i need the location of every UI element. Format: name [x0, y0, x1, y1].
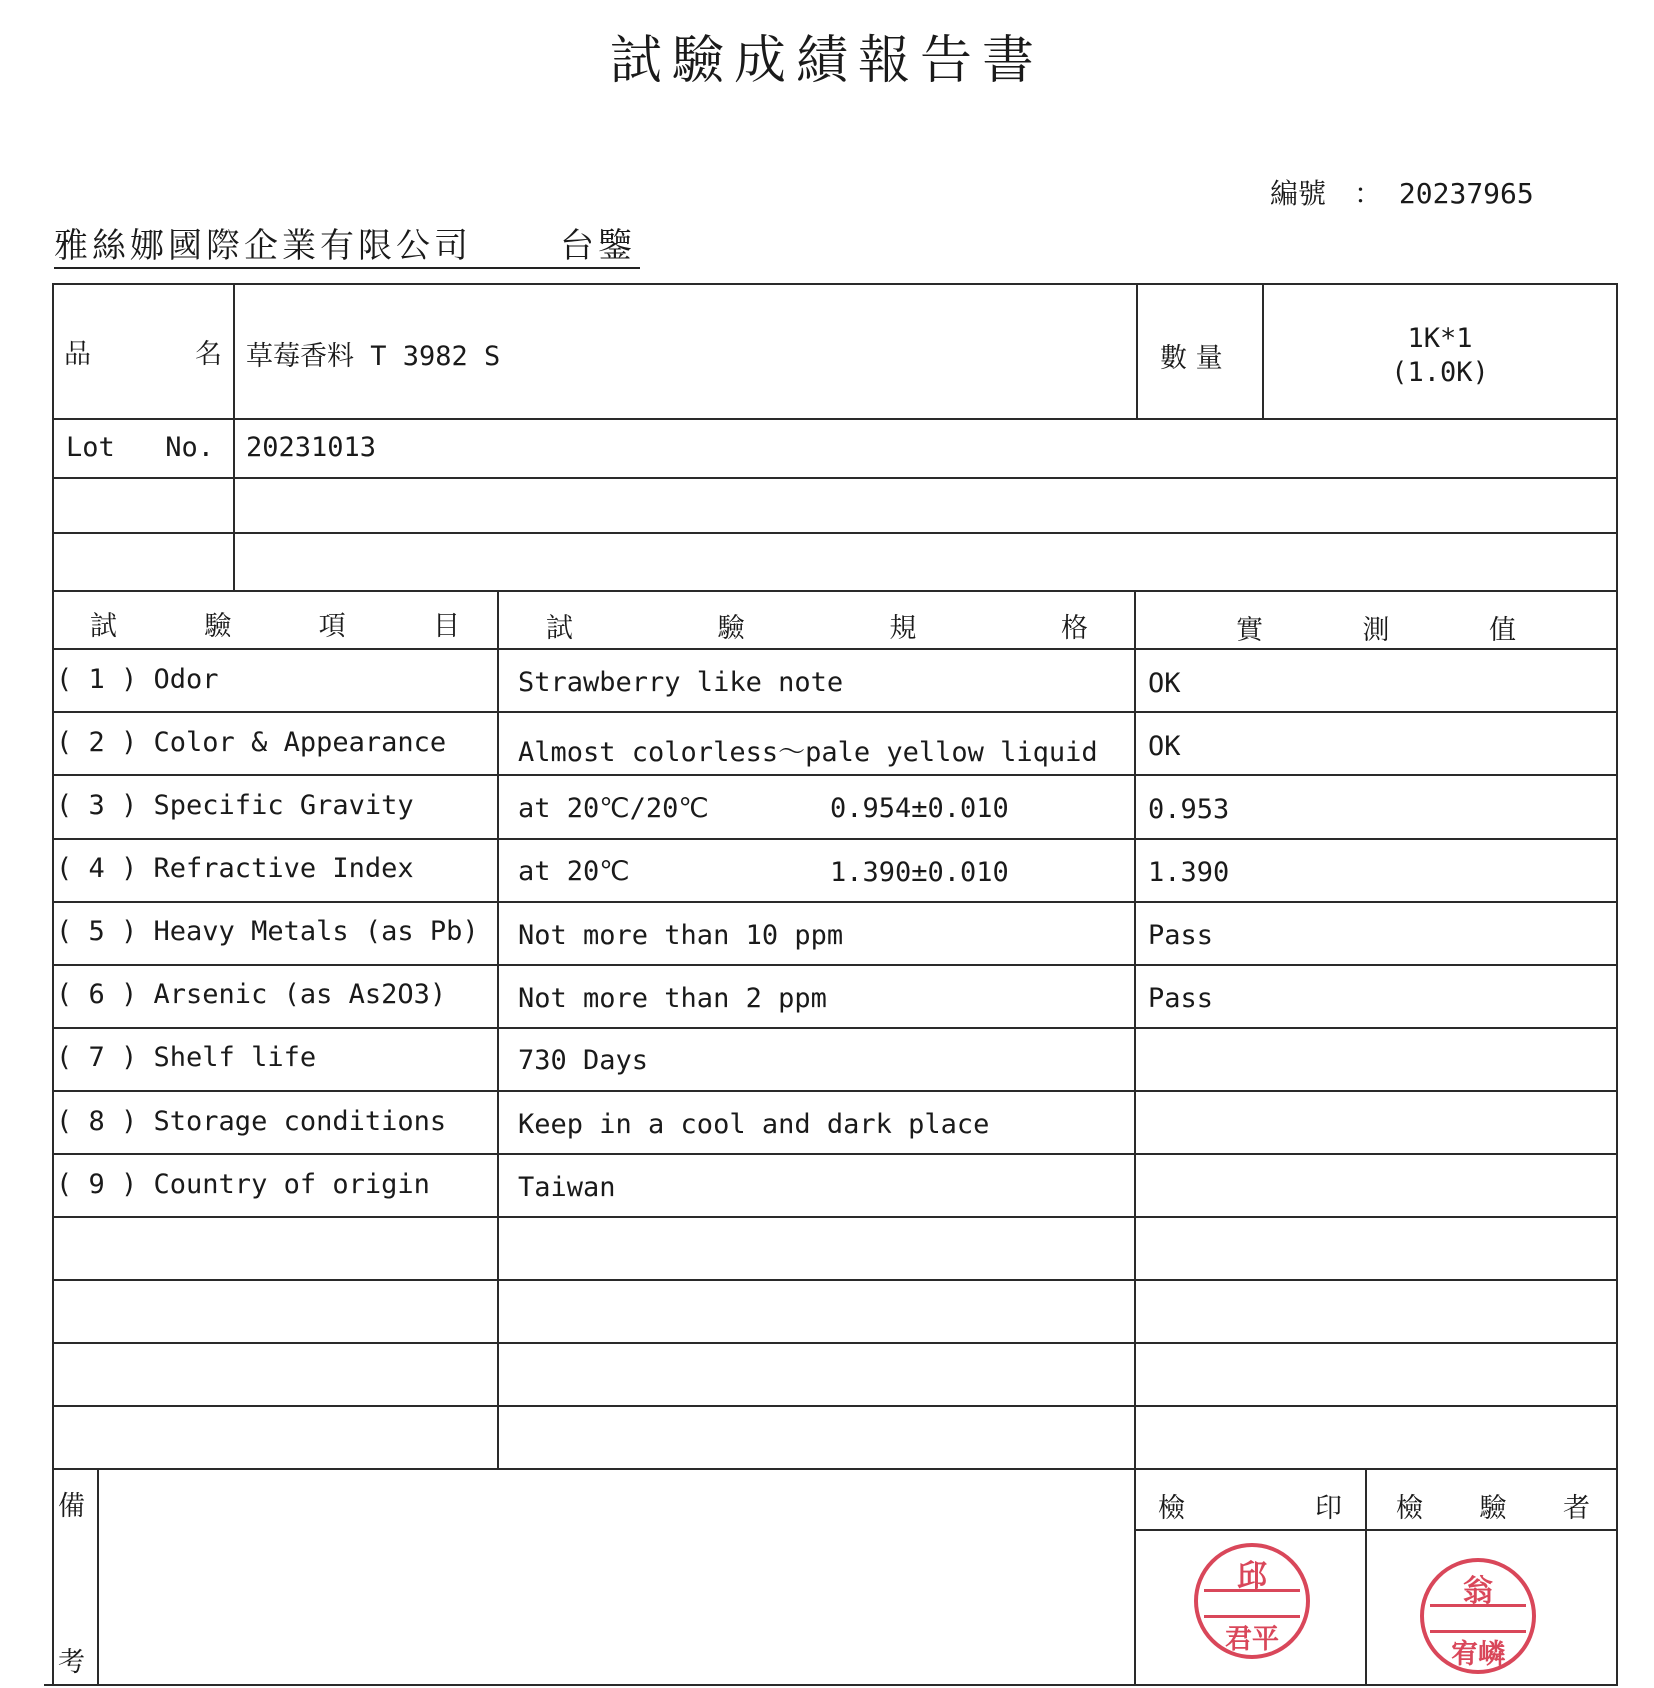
row-item: ( 3 ) Specific Gravity: [56, 790, 414, 821]
row-result: Pass: [1148, 920, 1214, 951]
stamp-label: 檢 印: [1158, 1493, 1342, 1524]
company-name-line: [54, 218, 640, 269]
remarks-label-bottom: 考: [58, 1647, 85, 1678]
seal-surname: 翁: [1463, 1574, 1493, 1609]
row-result: 1.390: [1148, 857, 1230, 888]
row-item: ( 9 ) Country of origin: [56, 1169, 430, 1200]
lot-number-label: Lot No.: [66, 432, 214, 463]
remarks-label-top: 備: [58, 1491, 85, 1522]
row-item: ( 5 ) Heavy Metals (as Pb): [56, 916, 479, 947]
header-result: 實 測 值: [1236, 615, 1516, 646]
row-spec: at 20℃/20℃: [518, 793, 709, 824]
row-spec-value: 0.954±0.010: [830, 793, 1009, 824]
seal-given-name: 宥嶙: [1451, 1639, 1505, 1670]
row-item: ( 4 ) Refractive Index: [56, 853, 414, 884]
row-item: ( 1 ) Odor: [56, 664, 219, 695]
serial-separator: ：: [1354, 177, 1383, 210]
row-spec: Almost colorless～pale yellow liquid: [518, 737, 1098, 768]
quantity-value: [1264, 322, 1616, 390]
inspector-seal: [1420, 1558, 1536, 1674]
row-spec: Keep in a cool and dark place: [518, 1109, 990, 1140]
company-name: 雅絲娜國際企業有限公司: [54, 226, 472, 266]
row-item: ( 8 ) Storage conditions: [56, 1106, 447, 1137]
product-name-value: 草莓香料 T 3982 S: [246, 341, 501, 372]
row-result: OK: [1148, 731, 1181, 762]
quantity-line-1: 1K*1: [1407, 323, 1473, 354]
seal-given-name: 君平: [1225, 1624, 1279, 1655]
row-spec: Not more than 10 ppm: [518, 920, 844, 951]
row-spec: 730 Days: [518, 1045, 649, 1076]
row-spec: Strawberry like note: [518, 667, 844, 698]
serial-number: [1270, 172, 1534, 212]
header-test-item: 試 驗 項 目: [90, 611, 460, 642]
row-result: Pass: [1148, 983, 1214, 1014]
quantity-label: 數 量: [1160, 343, 1223, 374]
row-item: ( 2 ) Color & Appearance: [56, 727, 447, 758]
product-name-label: 品 名: [64, 339, 222, 370]
seal-surname: 邱: [1237, 1559, 1267, 1594]
row-spec-value: 1.390±0.010: [830, 857, 1009, 888]
row-spec: at 20℃: [518, 856, 630, 887]
row-result: OK: [1148, 668, 1181, 699]
recipient-salutation: 台鑒: [560, 226, 636, 266]
quantity-line-2: (1.0K): [1391, 357, 1489, 388]
document-title: 試驗成績報告書: [609, 31, 1044, 91]
row-item: ( 6 ) Arsenic (as As2O3): [56, 979, 447, 1010]
inspector-label: 檢 驗 者: [1396, 1493, 1590, 1524]
header-test-spec: 試 驗 規 格: [546, 613, 1088, 644]
approval-seal: [1194, 1543, 1310, 1659]
row-result: 0.953: [1148, 794, 1230, 825]
lot-number-value: 20231013: [246, 432, 377, 463]
row-item: ( 7 ) Shelf life: [56, 1042, 317, 1073]
serial-value: 20237965: [1398, 177, 1534, 210]
row-spec: Not more than 2 ppm: [518, 983, 827, 1014]
serial-label: 編號: [1270, 177, 1327, 210]
row-spec: Taiwan: [518, 1172, 616, 1203]
